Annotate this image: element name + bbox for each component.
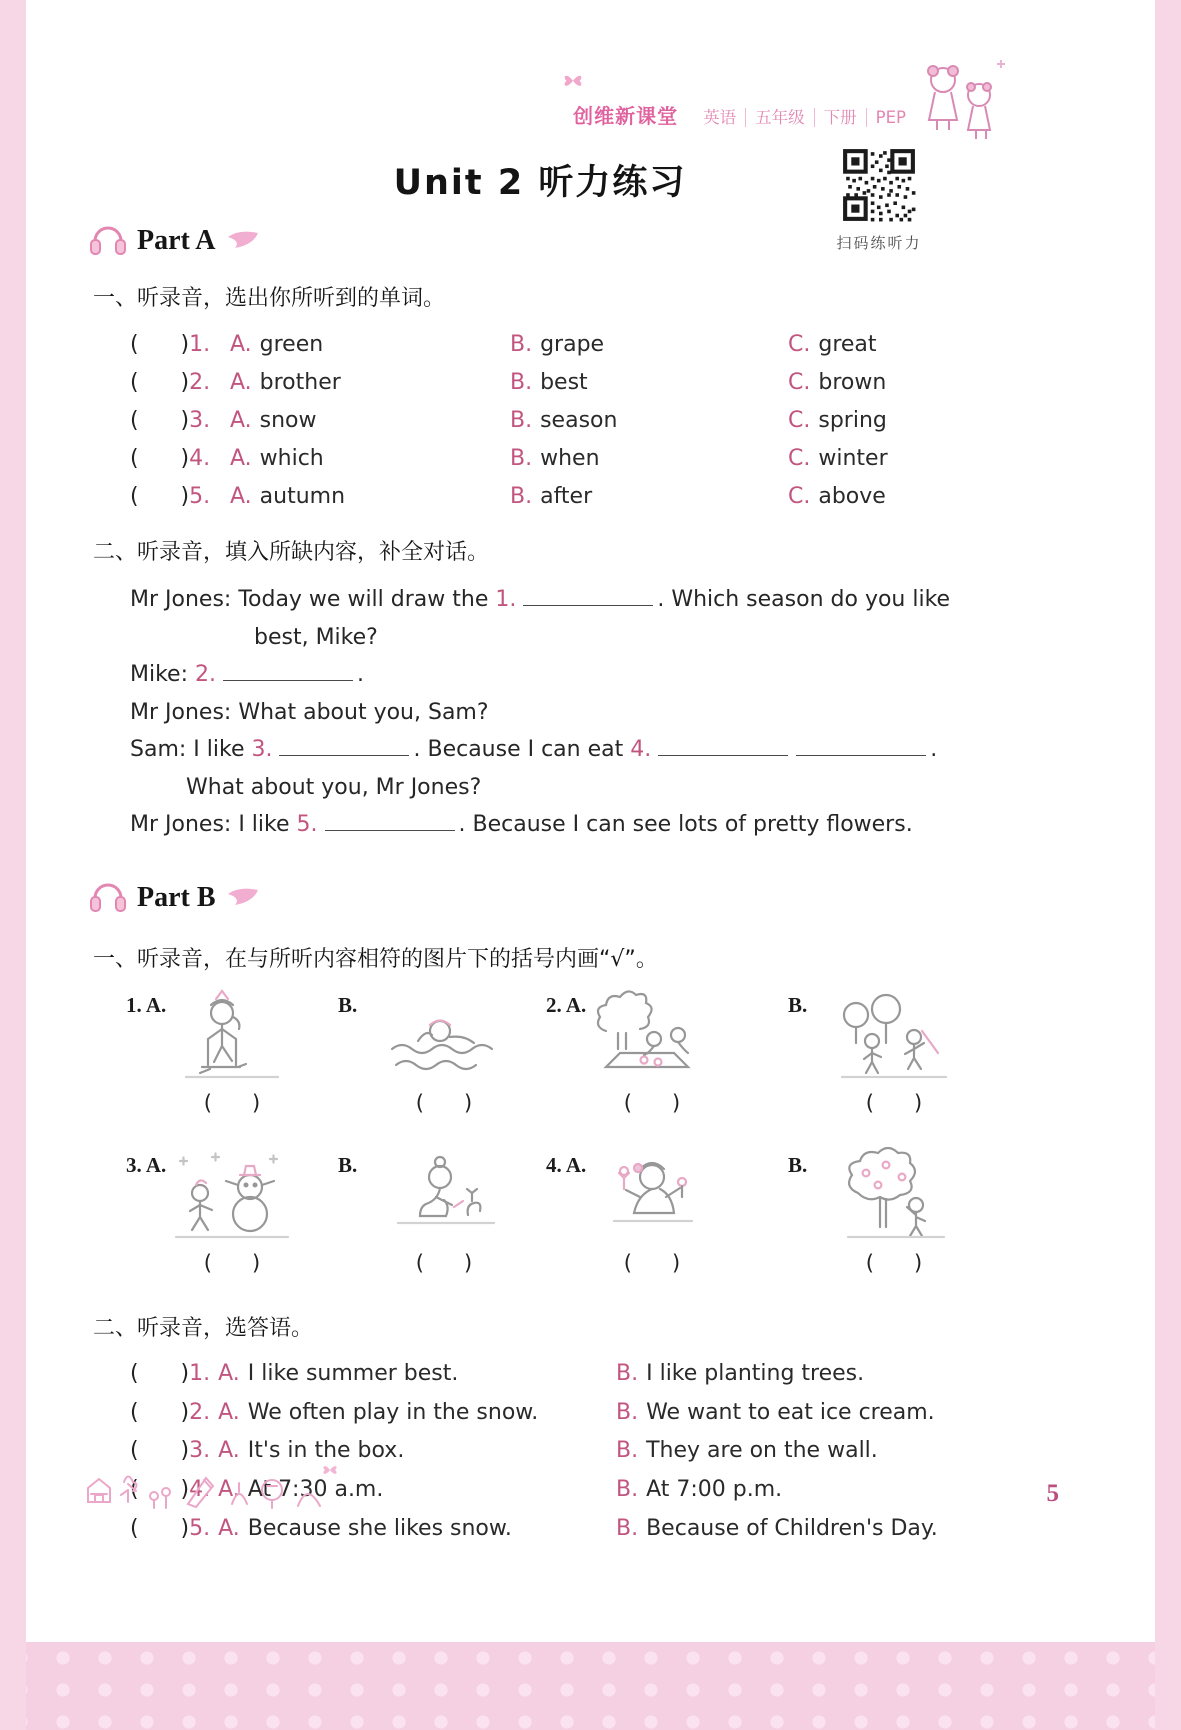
option-letter: B. — [510, 483, 533, 509]
section-b1-heading: 一、听录音，在与所听内容相符的图片下的括号内画“√”。 — [93, 946, 658, 972]
footer-decoration — [80, 1450, 350, 1512]
picture-label: 3. A. — [126, 1152, 167, 1177]
picture-option-1b — [338, 987, 546, 1133]
option-c — [788, 484, 1181, 509]
word-choice-item — [130, 401, 1181, 439]
option-word: above — [818, 483, 886, 509]
option-c — [788, 370, 1181, 395]
option-letter: B. — [510, 369, 533, 395]
picture-option-3b — [338, 1147, 546, 1293]
option-text: We often play in the snow. — [247, 1399, 539, 1425]
option-letter: B. — [510, 445, 533, 471]
option-word: green — [259, 331, 324, 357]
item-number: 4. — [189, 445, 211, 471]
page-number: 5 — [1046, 1480, 1059, 1507]
option-text: At 7:30 a.m. — [247, 1477, 384, 1503]
fill-blank — [223, 663, 353, 681]
part-a-label: Part A — [137, 225, 216, 256]
option-a — [130, 1400, 616, 1425]
option-word: season — [540, 407, 618, 433]
dialogue-text: Mr Jones: What about you, Sam? — [130, 699, 489, 725]
girls-illustration — [913, 52, 1005, 152]
word-choice-list — [130, 325, 1181, 515]
dialogue-text: . — [357, 662, 364, 687]
picture-option-4a — [546, 1147, 788, 1293]
option-letter: C. — [788, 369, 811, 395]
option-a — [230, 408, 510, 433]
picture-option-4b — [788, 1147, 1002, 1293]
option-word: when — [540, 445, 600, 471]
answer-paren: ( ) — [865, 1090, 923, 1115]
option-letter: A. — [218, 1361, 240, 1387]
option-word: after — [540, 483, 593, 509]
answer-paren: ( ) — [203, 1250, 261, 1275]
picture-label: 1. A. — [126, 992, 167, 1017]
option-letter: B. — [616, 1361, 639, 1387]
answer-paren: ( ) — [130, 1515, 190, 1541]
answer-paren: ( ) — [130, 445, 190, 471]
dialogue — [130, 581, 1181, 844]
option-letter: A. — [230, 483, 252, 509]
option-text: They are on the wall. — [646, 1438, 878, 1464]
dialogue-line — [130, 806, 1181, 844]
illustration-boy-swimming — [378, 987, 510, 1087]
item-number: 5. — [189, 483, 211, 509]
option-b — [510, 484, 788, 509]
picture-option-1a — [126, 987, 338, 1133]
option-c — [788, 408, 1181, 433]
answer-paren: ( ) — [130, 369, 190, 395]
picture-label: B. — [338, 1152, 358, 1177]
item-number: 5. — [189, 1515, 211, 1541]
fill-blank — [279, 738, 409, 756]
volume-label: 下册 — [814, 108, 866, 127]
option-text: Because of Children's Day. — [646, 1515, 938, 1541]
dialogue-text: . Which season do you like — [657, 587, 951, 612]
answer-paren: ( ) — [623, 1250, 681, 1275]
butterfly-icon — [562, 72, 584, 90]
page-title: Unit 2 听力练习 — [393, 163, 687, 203]
section-a1-heading: 一、听录音，选出你所听到的单词。 — [93, 286, 446, 311]
option-b — [616, 1400, 1181, 1425]
dialogue-line — [130, 656, 1181, 694]
option-letter: A. — [230, 331, 252, 357]
brand-name: 创维新课堂 — [573, 104, 679, 128]
picture-label: 4. A. — [546, 1152, 587, 1177]
answer-choice-item — [130, 1509, 1181, 1548]
answer-choice-item — [130, 1355, 1181, 1394]
option-text: We want to eat ice cream. — [646, 1399, 935, 1425]
answer-paren: ( ) — [130, 483, 190, 509]
picture-label: B. — [788, 992, 808, 1017]
answer-paren: ( ) — [865, 1250, 923, 1275]
item-number: 4. — [189, 1477, 211, 1503]
option-letter: B. — [616, 1438, 639, 1464]
option-letter: B. — [616, 1399, 639, 1425]
picture-label: B. — [788, 1152, 808, 1177]
option-word: winter — [818, 445, 888, 471]
dialogue-text: What about you, Mr Jones? — [186, 774, 482, 800]
option-c — [788, 332, 1181, 357]
dialogue-line — [130, 731, 1181, 769]
option-b — [510, 446, 788, 471]
picture-option-2b — [788, 987, 1002, 1133]
option-a — [130, 1361, 616, 1386]
answer-paren: ( ) — [130, 1361, 190, 1387]
item-number: 1. — [189, 331, 211, 357]
word-choice-item — [130, 439, 1181, 477]
illustration-girl-skiing — [166, 987, 298, 1087]
option-word: brother — [259, 369, 341, 395]
fill-blank — [796, 738, 926, 756]
answer-paren: ( ) — [130, 1438, 190, 1464]
answer-paren: ( ) — [203, 1090, 261, 1115]
answer-paren: ( ) — [623, 1090, 681, 1115]
dialogue-line — [130, 581, 1181, 619]
answer-paren: ( ) — [415, 1090, 473, 1115]
option-letter: B. — [616, 1515, 639, 1541]
qr-code-block — [836, 146, 922, 253]
picture-row-2 — [126, 1147, 1181, 1293]
fill-blank — [523, 588, 653, 606]
ribbon-decoration — [225, 227, 261, 255]
option-text: I like planting trees. — [646, 1361, 865, 1387]
option-a — [230, 332, 510, 357]
part-b-label: Part B — [137, 881, 216, 913]
dialogue-text: . Because I can eat — [413, 737, 624, 762]
illustration-girl-planting — [378, 1147, 510, 1247]
option-letter: C. — [788, 407, 811, 433]
option-word: snow — [259, 407, 317, 433]
blank-number: 2. — [195, 662, 216, 687]
fill-blank — [658, 738, 788, 756]
side-border-right — [1155, 0, 1181, 1730]
picture-option-2a — [546, 987, 788, 1133]
option-b — [510, 370, 788, 395]
illustration-kid-under-fruit-tree — [828, 1147, 960, 1247]
blank-number: 4. — [630, 737, 652, 762]
option-text: I like summer best. — [247, 1361, 459, 1387]
option-letter: A. — [230, 445, 252, 471]
picture-option-3a — [126, 1147, 338, 1293]
option-text: It's in the box. — [247, 1438, 405, 1464]
qr-code-icon — [840, 146, 918, 224]
option-a — [130, 1516, 616, 1541]
part-b-header — [88, 878, 1181, 918]
option-letter: B. — [510, 407, 533, 433]
option-text: Because she likes snow. — [247, 1515, 512, 1541]
answer-paren: ( ) — [415, 1250, 473, 1275]
qr-caption: 扫码练听力 — [836, 234, 922, 252]
item-number: 3. — [189, 1438, 211, 1464]
word-choice-item — [130, 363, 1181, 401]
item-number: 2. — [189, 1399, 211, 1425]
dialogue-line — [130, 694, 1181, 732]
illustration-kids-building-snowman — [166, 1147, 298, 1247]
footer-band — [0, 1642, 1181, 1730]
headphones-icon — [88, 221, 128, 261]
option-c — [788, 446, 1181, 471]
word-choice-item — [130, 325, 1181, 363]
item-number: 3. — [189, 407, 211, 433]
dialogue-text: best, Mike? — [254, 624, 378, 650]
dialogue-text: Mike: — [130, 662, 188, 687]
option-word: which — [259, 445, 324, 471]
answer-paren: ( ) — [130, 1399, 190, 1425]
dialogue-text: Mr Jones: Today we will draw the — [130, 587, 489, 612]
dialogue-line — [130, 619, 1181, 657]
option-b — [510, 408, 788, 433]
ribbon-decoration — [225, 884, 261, 912]
option-word: autumn — [259, 483, 346, 509]
headphones-icon — [88, 878, 128, 918]
picture-label: B. — [338, 992, 358, 1017]
illustration-picnic-under-tree — [586, 987, 718, 1087]
option-letter: B. — [510, 331, 533, 357]
word-choice-item — [130, 477, 1181, 515]
answer-choice-item — [130, 1393, 1181, 1432]
subject-label: 英语 — [703, 108, 737, 127]
grade-label: 五年级 — [745, 108, 814, 127]
option-letter: C. — [788, 331, 811, 357]
dialogue-text: Sam: I like — [130, 737, 245, 762]
picture-label: 2. A. — [546, 992, 587, 1017]
dialogue-text: . Because I can see lots of pretty flowers. — [458, 812, 913, 837]
side-border-left — [0, 0, 26, 1730]
section-b2-heading: 二、听录音，选答语。 — [93, 1315, 314, 1341]
dialogue-text: Mr Jones: I like — [130, 812, 290, 837]
option-letter: A. — [230, 369, 252, 395]
option-b — [510, 332, 788, 357]
answer-paren: ( ) — [130, 407, 190, 433]
answer-paren: ( ) — [130, 331, 190, 357]
option-word: spring — [818, 407, 887, 433]
option-letter: A. — [218, 1477, 240, 1503]
illustration-girl-with-flowers — [586, 1147, 718, 1247]
option-a — [230, 446, 510, 471]
option-word: brown — [818, 369, 887, 395]
illustration-children-playing-outdoors — [828, 987, 960, 1087]
option-b — [616, 1516, 1181, 1541]
blank-number: 1. — [495, 587, 517, 612]
option-b — [616, 1361, 1181, 1386]
section-a2-heading: 二、听录音，填入所缺内容，补全对话。 — [93, 540, 490, 565]
option-letter: A. — [230, 407, 252, 433]
option-letter: A. — [218, 1515, 240, 1541]
dialogue-line — [130, 769, 1181, 807]
blank-number: 5. — [296, 812, 318, 837]
picture-row-1 — [126, 987, 1181, 1133]
item-number: 2. — [189, 369, 211, 395]
edition-label: PEP — [866, 108, 915, 127]
option-a — [230, 484, 510, 509]
option-text: At 7:00 p.m. — [646, 1477, 783, 1503]
option-word: great — [818, 331, 877, 357]
fill-blank — [325, 813, 455, 831]
option-letter: A. — [218, 1438, 240, 1464]
blank-number: 3. — [251, 737, 273, 762]
option-letter: A. — [218, 1399, 240, 1425]
option-letter: C. — [788, 483, 811, 509]
item-number: 1. — [189, 1361, 211, 1387]
answer-paren: ( ) — [130, 1477, 190, 1503]
option-a — [230, 370, 510, 395]
option-word: best — [540, 369, 588, 395]
option-b — [616, 1477, 1181, 1502]
option-word: grape — [540, 331, 605, 357]
dialogue-text: . — [930, 737, 938, 762]
option-letter: B. — [616, 1477, 639, 1503]
option-letter: C. — [788, 445, 811, 471]
option-b — [616, 1438, 1181, 1463]
part-a-header — [88, 221, 1181, 261]
